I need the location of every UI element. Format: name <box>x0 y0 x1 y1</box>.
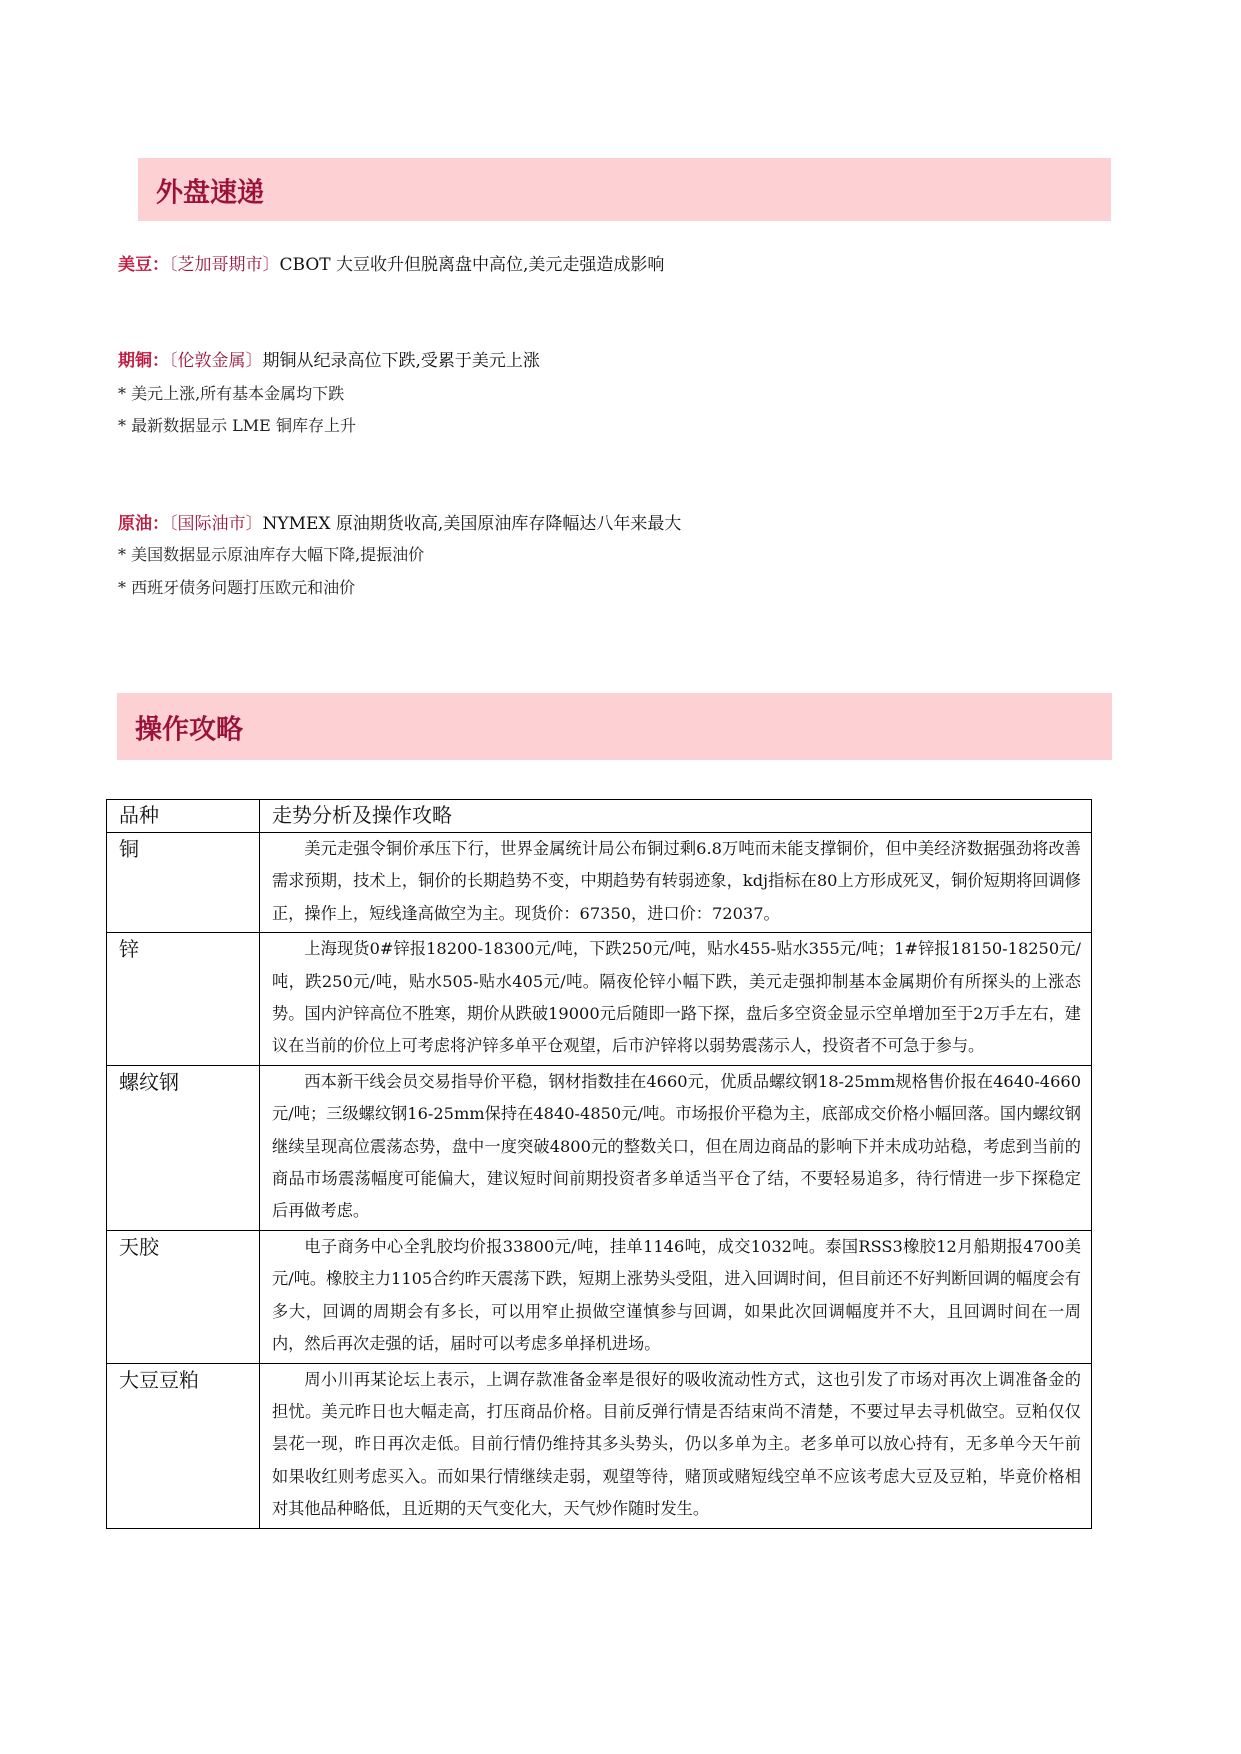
news-source: 〔芝加哥期市〕 <box>169 255 280 275</box>
news-headline: NYMEX 原油期货收高,美国原油库存降幅达八年来最大 <box>262 514 682 534</box>
table-row <box>107 1065 1092 1230</box>
header-variety: 品种 <box>107 800 260 833</box>
news-keyword: 原油： <box>118 514 169 534</box>
table-header-row <box>107 800 1092 833</box>
news-bullet: * 西班牙债务问题打压欧元和油价 <box>118 578 356 597</box>
row-variety: 铜 <box>107 833 260 933</box>
row-variety: 螺纹钢 <box>107 1065 260 1230</box>
news-item-copper <box>118 349 540 373</box>
news-source: 〔伦敦金属〕 <box>169 351 263 371</box>
news-source: 〔国际油市〕 <box>169 514 263 534</box>
table-row <box>107 833 1092 933</box>
news-item-crude-oil <box>118 512 681 536</box>
strategy-table <box>106 799 1092 1529</box>
row-variety: 大豆豆粕 <box>107 1363 260 1528</box>
table-row <box>107 1363 1092 1528</box>
news-headline: CBOT 大豆收升但脱离盘中高位,美元走强造成影响 <box>279 255 665 275</box>
row-analysis <box>260 1363 1092 1528</box>
table-row <box>107 933 1092 1066</box>
section-title: 操作攻略 <box>135 714 243 745</box>
row-analysis <box>260 833 1092 933</box>
news-bullet: * 最新数据显示 LME 铜库存上升 <box>118 416 356 435</box>
header-analysis: 走势分析及操作攻略 <box>260 800 1092 833</box>
row-analysis <box>260 933 1092 1066</box>
analysis-text: 上海现货0#锌报18200-18300元/吨，下跌250元/吨，贴水455-贴水355元/吨；1#锌报18150-18250元/吨，跌250元/吨，贴水505-贴水405元/吨。隔夜伦锌小幅下跌，美元走强抑制基本金属期价有所探头的上涨态势。国内沪锌高位不胜寒，期价从跌破19000元后随即一路下探，盘后多空资金显示空单增加至于2万手左右，建议在当前的价位上可考虑将沪锌多单平仓观望，后市沪锌将以弱势震荡示人，投资者不可急于参与。 <box>272 939 1081 1056</box>
row-variety: 锌 <box>107 933 260 1066</box>
table-row <box>107 1230 1092 1363</box>
row-analysis <box>260 1230 1092 1363</box>
news-keyword: 美豆： <box>118 255 169 275</box>
analysis-text: 西本新干线会员交易指导价平稳，钢材指数挂在4660元，优质品螺纹钢18-25mm规格售价报在4640-4660元/吨；三级螺纹钢16-25mm保持在4840-4850元/吨。市场报价平稳为主，底部成交价格小幅回落。国内螺纹钢继续呈现高位震荡态势，盘中一度突破4800元的整数关口，但在周边商品的影响下并未成功站稳，考虑到当前的商品市场震荡幅度可能偏大，建议短时间前期投资者多单适当平仓了结，不要轻易追多，待行情进一步下探稳定后再做考虑。 <box>272 1071 1081 1221</box>
news-headline: 期铜从纪录高位下跌,受累于美元上涨 <box>262 351 540 371</box>
analysis-text: 美元走强令铜价承压下行，世界金属统计局公布铜过剩6.8万吨而未能支撑铜价，但中美经济数据强劲将改善需求预期，技术上，铜价的长期趋势不变，中期趋势有转弱迹象，kdj指标在80上方形成死叉，铜价短期将回调修正，操作上，短线逢高做空为主。现货价：67350，进口价：72037。 <box>272 839 1081 923</box>
section-banner-strategy <box>117 693 1112 760</box>
analysis-text: 周小川再某论坛上表示，上调存款准备金率是很好的吸收流动性方式，这也引发了市场对再次上调准备金的担忧。美元昨日也大幅走高，打压商品价格。目前反弹行情是否结束尚不清楚，不要过早去寻机做空。豆粕仅仅昙花一现，昨日再次走低。目前行情仍维持其多头势头，仍以多单为主。老多单可以放心持有，无多单今天午前如果收红则考虑买入。而如果行情继续走弱，观望等待，赌顶或赌短线空单不应该考虑大豆及豆粕，毕竟价格相对其他品种略低，且近期的天气变化大，天气炒作随时发生。 <box>272 1369 1081 1519</box>
news-bullet: * 美元上涨,所有基本金属均下跌 <box>118 384 345 403</box>
section-banner-overseas <box>138 158 1111 221</box>
news-keyword: 期铜： <box>118 351 169 371</box>
news-item-soybean <box>118 253 664 277</box>
news-bullet: * 美国数据显示原油库存大幅下降,提振油价 <box>118 545 425 564</box>
row-analysis <box>260 1065 1092 1230</box>
row-variety: 天胶 <box>107 1230 260 1363</box>
analysis-text: 电子商务中心全乳胶均价报33800元/吨，挂单1146吨，成交1032吨。泰国RSS3橡胶12月船期报4700美元/吨。橡胶主力1105合约昨天震荡下跌，短期上涨势头受阻，进入回调时间，但目前还不好判断回调的幅度会有多大，回调的周期会有多长，可以用窄止损做空谨慎参与回调，如果此次回调幅度并不大，且回调时间在一周内，然后再次走强的话，届时可以考虑多单择机进场。 <box>272 1236 1081 1354</box>
section-title: 外盘速递 <box>156 177 264 208</box>
